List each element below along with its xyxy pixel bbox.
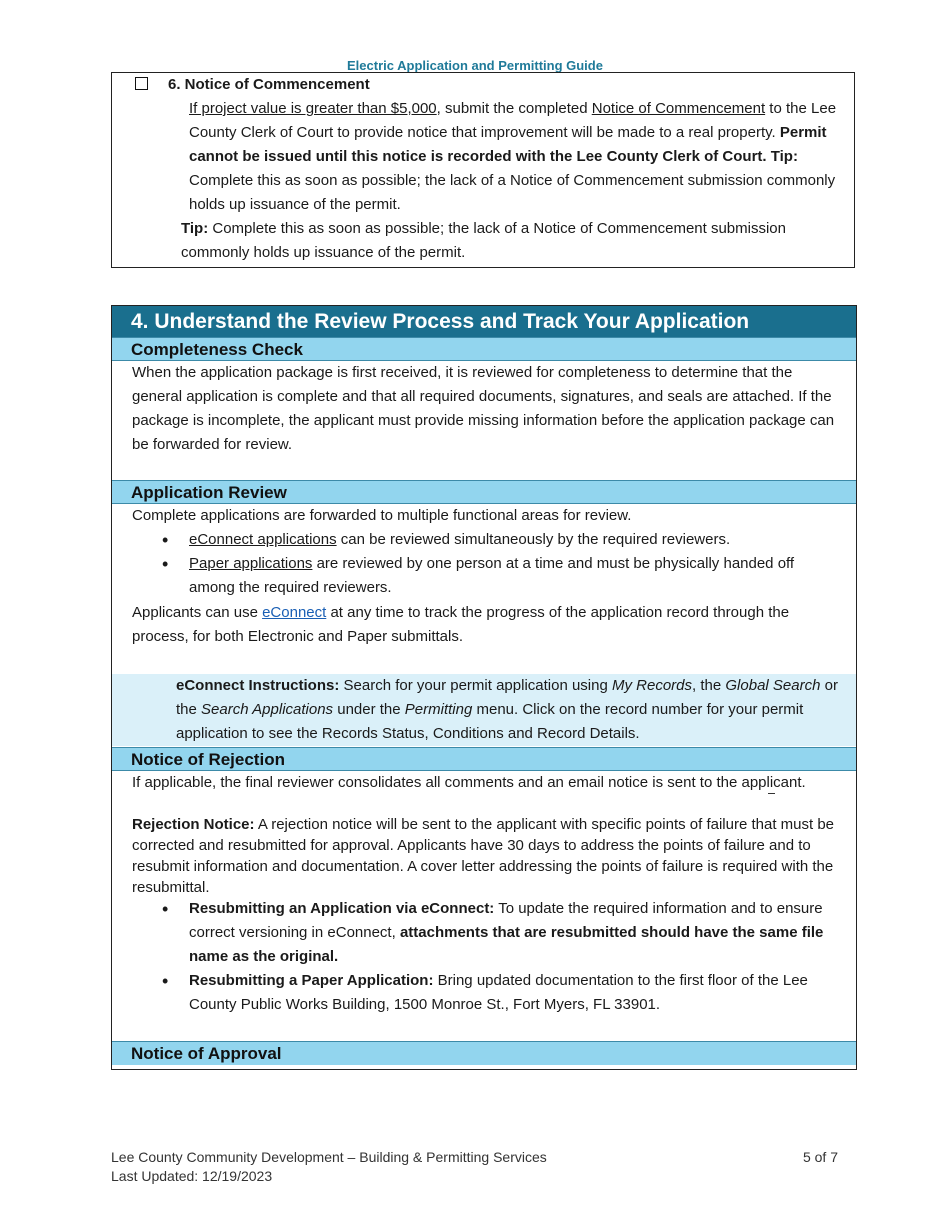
text-run: to the Lee County Clerk of Court to provide notice that improvement will be made to a real property. xyxy=(189,100,837,141)
text-run: Bring updated documentation to the first floor of the Lee County Public Works Building, 1500 Monroe St., Fort Myers, FL 33901. xyxy=(189,972,808,1013)
my-records-term: My Records xyxy=(612,677,693,694)
review-intro: Complete applications are forwarded to multiple functional areas for review. xyxy=(132,507,632,524)
notice-of-commencement-box xyxy=(111,72,855,268)
completeness-check-text: When the application package is first received, it is reviewed for completeness to determine that the general application is complete and that all required documents, signatures, and seals are attached. If the package is incomplete, the applicant must provide missing information before the application package can be forwarded for review. xyxy=(132,364,835,453)
econnect-instructions xyxy=(176,674,846,746)
checklist-item-title: 6. Notice of Commencement xyxy=(168,76,370,93)
text-run: can be reviewed simultaneously by the required reviewers. xyxy=(336,531,731,548)
text-run: To update the required information and to ensure correct versioning in eConnect, xyxy=(189,900,823,941)
rejection-notice xyxy=(132,814,844,898)
list-item xyxy=(112,897,842,969)
text-run: , submit the completed xyxy=(436,100,592,117)
review-process-section xyxy=(111,305,857,1070)
global-search-term: Global Search xyxy=(725,677,821,694)
notice-of-approval-heading: Notice of Approval xyxy=(112,1041,856,1065)
notice-of-commencement-link[interactable]: Notice of Commencement xyxy=(591,100,766,117)
footer-updated: Last Updated: 12/19/2023 xyxy=(111,1168,273,1184)
text-run: Complete this as soon as possible; the lack of a Notice of Commencement submission commonly holds up issuance of the permit. xyxy=(189,172,836,213)
running-header: Electric Application and Permitting Guide xyxy=(347,58,603,73)
text-run: Complete this as soon as possible; the lack of a Notice of Commencement submission commonly holds up issuance of the permit. xyxy=(181,220,786,261)
text-run: Applicants can use xyxy=(132,604,263,621)
footer xyxy=(111,1148,547,1186)
bold-warning: Permit cannot be issued until this notice is recorded with the Lee County Clerk of Court. Tip: xyxy=(189,124,827,165)
text-run: Search for your permit application using xyxy=(339,677,612,694)
text-run: are reviewed by one person at a time and must be physically handed off among the required reviewers. xyxy=(189,555,795,596)
tip-label: Tip: xyxy=(181,220,209,237)
resubmit-paper-label: Resubmitting a Paper Application: xyxy=(189,972,434,989)
text-run: at any time to track the progress of the application record through the process, for both Electronic and Paper submittals. xyxy=(132,604,790,645)
completeness-check-heading: Completeness Check xyxy=(112,337,856,361)
econnect-link[interactable]: eConnect xyxy=(262,604,327,621)
rejection-intro: If applicable, the final reviewer consolidates all comments and an email notice is sent to the applicant. xyxy=(132,774,806,791)
review-bullets xyxy=(112,528,842,600)
econnect-applications-link[interactable]: eConnect applications xyxy=(189,531,337,548)
rejection-notice-label: Rejection Notice: xyxy=(132,816,255,833)
section-title: 4. Understand the Review Process and Track Your Application xyxy=(112,306,856,337)
list-item xyxy=(112,552,842,600)
project-value-link[interactable]: If project value is greater than $5,000 xyxy=(189,100,437,117)
list-item xyxy=(112,969,842,1017)
resubmit-econnect-label: Resubmitting an Application via eConnect: xyxy=(189,900,495,917)
tip-paragraph xyxy=(181,217,841,265)
checkbox-icon[interactable] xyxy=(135,77,148,90)
text-run: , the xyxy=(692,677,726,694)
text-run: or the xyxy=(176,677,838,718)
permitting-term: Permitting xyxy=(404,701,473,718)
search-applications-term: Search Applications xyxy=(201,701,334,718)
page-number: 5 of 7 xyxy=(802,1149,838,1165)
footer-org: Lee County Community Development – Building & Permitting Services xyxy=(111,1149,547,1165)
divider xyxy=(768,793,775,794)
file-name-warning: attachments that are resubmitted should have the same file name as the original. xyxy=(189,924,824,965)
application-review-heading: Application Review xyxy=(112,480,856,504)
instructions-label: eConnect Instructions: xyxy=(176,677,340,694)
tracking-paragraph xyxy=(132,601,844,649)
text-run: under the xyxy=(333,701,405,718)
paper-applications-link[interactable]: Paper applications xyxy=(189,555,313,572)
text-run: menu. Click on the record number for your permit application to see the Records Status, Conditions and Record Details. xyxy=(176,701,804,742)
notice-of-rejection-heading: Notice of Rejection xyxy=(112,747,856,771)
list-item xyxy=(112,528,842,552)
resubmit-bullets xyxy=(112,897,842,1017)
commencement-paragraph xyxy=(189,97,839,217)
text-run: A rejection notice will be sent to the applicant with specific points of failure that must be corrected and resubmitted for approval. Applicants have 30 days to address the points of failure and to resubmit information and documentation. A cover letter addressing the points of failure is required with the resubmittal. xyxy=(132,816,835,896)
